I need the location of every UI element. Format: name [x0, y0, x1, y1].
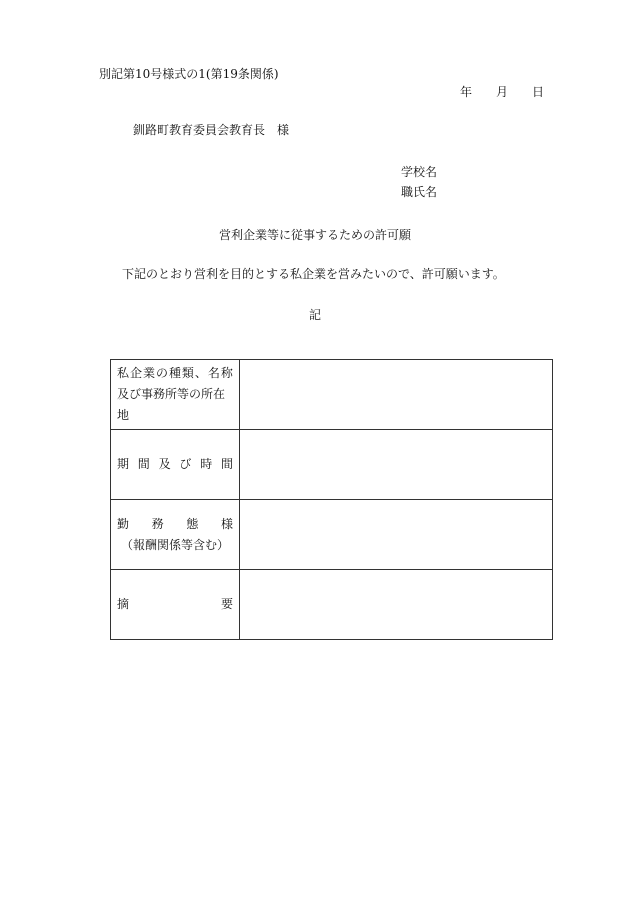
label-line — [117, 454, 233, 475]
label-line — [117, 594, 233, 615]
label-char: 類 — [181, 366, 194, 380]
label-char: 業 — [142, 366, 155, 380]
row-label-work-mode — [111, 500, 240, 570]
label-char: 務 — [151, 516, 164, 531]
table-row — [111, 570, 553, 640]
label-char: 摘 — [117, 597, 130, 611]
date-line — [460, 86, 544, 98]
ki-heading: 記 — [308, 308, 321, 322]
document-title: 営利企業等に従事するための許可願 — [218, 228, 411, 242]
label-line — [117, 363, 233, 384]
label-char: 期 — [117, 457, 130, 471]
application-table — [110, 359, 553, 640]
row-label-remarks — [111, 570, 240, 640]
label-char: 態 — [186, 516, 199, 531]
label-char: 私 — [117, 366, 130, 380]
form-label: 別記第10号様式の1(第19条関係) — [99, 67, 279, 81]
value-cell-remarks[interactable] — [240, 570, 553, 640]
school-name-label: 学校名 — [401, 165, 438, 179]
row-label-business — [111, 360, 240, 430]
date-year-label: 年 — [460, 85, 473, 99]
applicant-name-label: 職氏名 — [401, 185, 438, 199]
row-label-period — [111, 430, 240, 500]
label-char: 勤 — [117, 516, 130, 531]
label-char: 種 — [168, 366, 181, 380]
body-text: 下記のとおり営利を目的とする私企業を営みたいので、許可願います。 — [122, 267, 505, 281]
label-char: 要 — [220, 597, 233, 611]
table-row — [111, 360, 553, 430]
value-cell-work-mode[interactable] — [240, 500, 553, 570]
label-line: （報酬関係等含む） — [120, 537, 229, 552]
label-char: 企 — [129, 366, 142, 380]
label-line: 及び事務所等の所在地 — [117, 387, 226, 422]
table-row — [111, 430, 553, 500]
label-char: 時 — [200, 457, 213, 471]
label-line — [117, 514, 233, 535]
date-day-label: 日 — [532, 85, 545, 99]
label-char: び — [179, 457, 192, 471]
date-month-label: 月 — [496, 85, 509, 99]
label-char: 名 — [207, 366, 220, 380]
label-char: 及 — [158, 457, 171, 471]
label-char: 称 — [220, 366, 233, 380]
table-row — [111, 500, 553, 570]
label-char: 様 — [220, 516, 233, 531]
label-char: 間 — [220, 457, 233, 471]
label-char: の — [155, 366, 168, 380]
addressee: 釧路町教育委員会教育長 様 — [133, 123, 290, 137]
label-char: 間 — [137, 457, 150, 471]
label-char: 、 — [194, 366, 207, 380]
value-cell-business[interactable] — [240, 360, 553, 430]
value-cell-period[interactable] — [240, 430, 553, 500]
